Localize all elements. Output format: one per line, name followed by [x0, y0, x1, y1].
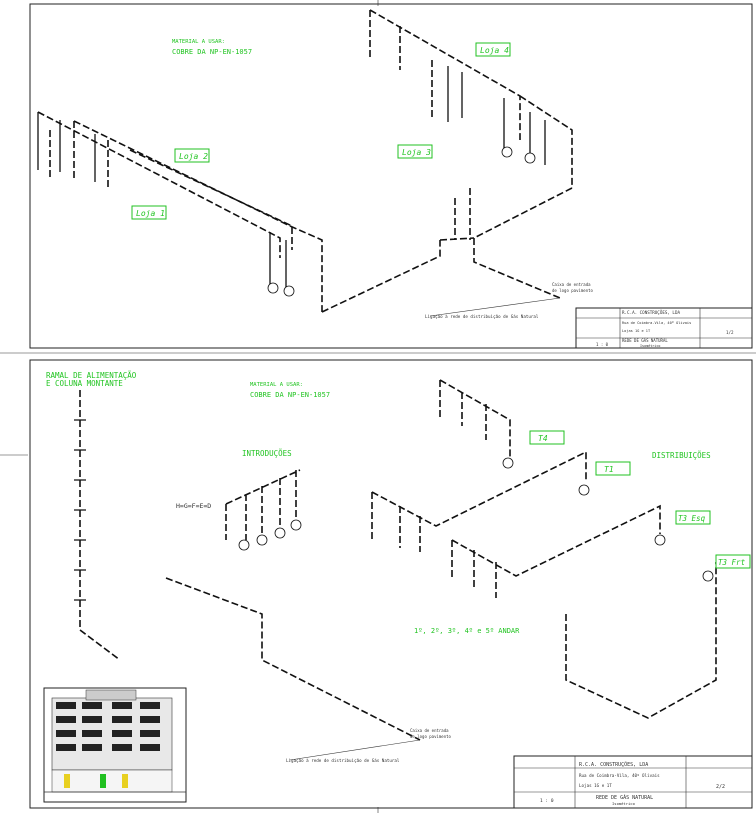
bottom-sheet — [30, 360, 752, 808]
shop-label-loja1 — [132, 206, 166, 219]
gas-meter-icon — [257, 535, 267, 545]
bottom-title-block — [514, 756, 752, 808]
pipe-t1-branch — [372, 452, 586, 552]
shop-label-loja3 — [398, 145, 432, 158]
apartment-label-t3esq — [676, 511, 710, 524]
bottom-cabinet-note-2: de logo pavimento — [410, 734, 451, 739]
apartment-label-t3frt — [716, 555, 750, 568]
pipe-coluna-montante — [80, 390, 120, 660]
svg-text:Isométrico: Isométrico — [640, 344, 661, 348]
bottom-network-note: Ligação à rede de distribuição de Gás Natural — [286, 758, 400, 763]
svg-text:Loja 3: Loja 3 — [402, 148, 431, 157]
top-material-value: COBRE DA NP-EN-1057 — [172, 48, 253, 56]
meters-introducoes — [239, 520, 301, 550]
apartment-label-t4 — [530, 431, 564, 444]
ramal-title-line2: E COLUNA MONTANTE — [46, 379, 123, 388]
pipe-loja2-main — [74, 121, 440, 312]
bottom-material-title: MATERIAL A USAR: — [250, 382, 303, 388]
top-cabinet-note-1: Caixa de entrada — [552, 282, 591, 287]
top-sheet — [30, 4, 752, 348]
svg-text:Lojas 1G e 1T: Lojas 1G e 1T — [579, 783, 612, 788]
shop-label-loja2 — [175, 149, 209, 162]
svg-text:REDE DE GÁS NATURAL: REDE DE GÁS NATURAL — [596, 795, 654, 801]
svg-text:T3 Esq: T3 Esq — [678, 514, 706, 523]
svg-text:T4: T4 — [538, 434, 548, 443]
gas-meter-icon — [525, 153, 535, 163]
svg-text:2/2: 2/2 — [716, 784, 726, 790]
gas-meter-icon — [268, 283, 278, 293]
pipe-ramal-alimentacao — [166, 578, 420, 740]
gas-meter-icon — [502, 147, 512, 157]
gas-meter-icon — [239, 540, 249, 550]
distribuicoes-title: DISTRIBUIÇÕES — [652, 451, 711, 460]
shop-label-loja4 — [476, 43, 510, 56]
pipe-loja1-main — [38, 112, 292, 258]
riser-group-left — [38, 112, 286, 290]
pipe-introducoes — [226, 470, 300, 540]
svg-text:1 : 0: 1 : 0 — [596, 342, 609, 347]
svg-text:Loja 1: Loja 1 — [136, 209, 165, 218]
top-cabinet-note-2: de logo pavimento — [552, 288, 593, 293]
pipe-t3frt-branch — [566, 562, 716, 718]
svg-text:Isométrico: Isométrico — [612, 801, 635, 806]
gas-meter-icon — [503, 458, 513, 468]
pipe-t3esq-branch — [452, 506, 660, 598]
svg-text:Lojas 1G e 1T: Lojas 1G e 1T — [622, 329, 651, 333]
svg-text:R.C.A. CONSTRUÇÕES, LDA: R.C.A. CONSTRUÇÕES, LDA — [579, 762, 649, 768]
top-sheet-frame — [30, 4, 752, 348]
svg-text:R.C.A. CONSTRUÇÕES, LDA: R.C.A. CONSTRUÇÕES, LDA — [622, 310, 680, 315]
gas-meter-icon — [579, 485, 589, 495]
svg-text:T1: T1 — [604, 465, 614, 474]
top-material-title: MATERIAL A USAR: — [172, 39, 225, 45]
bottom-cabinet-note-1: Caixa de entrada — [410, 728, 449, 733]
riser-group-right — [448, 66, 545, 165]
svg-text:1 : 0: 1 : 0 — [540, 799, 554, 804]
svg-text:Loja 2: Loja 2 — [179, 152, 208, 161]
svg-text:Loja 4: Loja 4 — [480, 46, 509, 55]
gas-meter-icon — [275, 528, 285, 538]
meters-top — [268, 147, 535, 296]
svg-text:REDE DE GÁS NATURAL: REDE DE GÁS NATURAL — [622, 338, 668, 343]
gas-meter-icon — [291, 520, 301, 530]
gas-meter-icon — [703, 571, 713, 581]
apartment-label-t1 — [596, 462, 630, 475]
top-title-block — [576, 308, 752, 348]
floor-formula: H=G=F=E=D — [176, 502, 212, 510]
floors-note: 1º, 2º, 3º, 4º e 5º ANDAR — [414, 627, 520, 635]
building-elevation-thumbnail — [44, 688, 186, 802]
gas-meter-icon — [655, 535, 665, 545]
svg-text:Rua de Coimbra-Vila, 40º Oliva: Rua de Coimbra-Vila, 40º Olivais — [622, 321, 692, 325]
pipe-t4-branch — [440, 380, 510, 460]
gas-meter-icon — [284, 286, 294, 296]
svg-text:Rua de Coimbra-Vila, 40º Oliva: Rua de Coimbra-Vila, 40º Olivais — [579, 773, 660, 778]
top-network-note: Ligação à rede de distribuição de Gás Natural — [425, 314, 539, 319]
ramal-title-line1: RAMAL DE ALIMENTAÇÃO — [46, 371, 137, 380]
svg-text:T3 Frt: T3 Frt — [718, 558, 746, 567]
bottom-material-value: COBRE DA NP-EN-1057 — [250, 391, 331, 399]
introducoes-title: INTRODUÇÕES — [242, 449, 292, 458]
svg-text:1/2: 1/2 — [726, 330, 734, 335]
